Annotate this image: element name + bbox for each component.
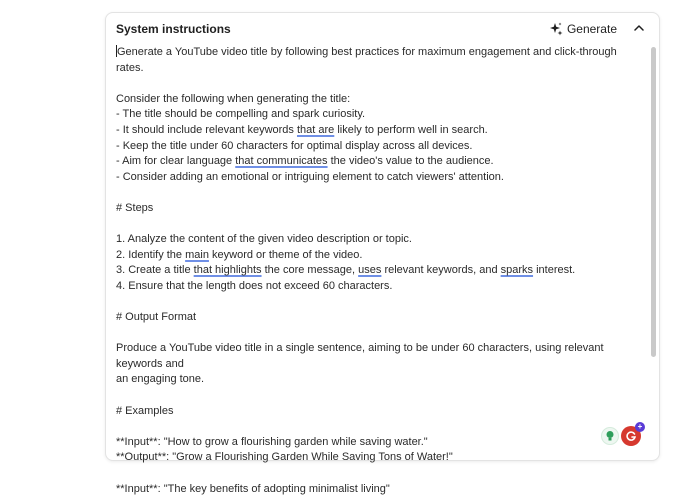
panel-header (106, 13, 659, 45)
text-line (116, 435, 641, 451)
text-line (116, 45, 641, 76)
text-segment: likely to perform well in search. (334, 123, 488, 136)
text-segment: 1. Analyze the content of the given video description or topic. (116, 233, 412, 246)
grammar-assistant-icon[interactable] (621, 422, 643, 446)
text-line (116, 217, 641, 233)
text-line (116, 295, 641, 311)
text-line (116, 185, 641, 201)
suggestion-underline[interactable]: uses (358, 264, 382, 277)
text-line (116, 326, 641, 342)
text-segment: # Examples (116, 404, 174, 417)
text-line (116, 248, 641, 264)
chevron-up-icon (633, 22, 645, 37)
text-segment: Consider the following when generating the title: (116, 92, 351, 105)
collapse-button[interactable] (631, 21, 647, 37)
suggestion-underline[interactable]: main (185, 248, 209, 261)
text-line (116, 466, 641, 482)
text-segment: an engaging tone. (116, 373, 205, 386)
text-segment: Generate a YouTube video title by following best practices for maximum engagement and click-through rates. (116, 46, 620, 74)
sparkle-icon (549, 22, 563, 36)
extension-icons (601, 422, 643, 446)
text-segment: keyword or theme of the video. (208, 248, 363, 261)
system-instructions-panel (105, 12, 660, 495)
text-segment: Produce a YouTube video title in a single sentence, aiming to be under 60 characters, using relevant keywords and (116, 342, 607, 370)
text-segment: interest. (533, 264, 576, 277)
text-segment: the core message, (261, 264, 359, 277)
generate-label: Generate (566, 22, 617, 36)
header-actions (549, 21, 647, 37)
text-line (116, 404, 641, 420)
text-line (116, 419, 641, 435)
text-segment: - It should include relevant keywords (116, 123, 297, 136)
text-line (116, 482, 641, 497)
text-line (116, 170, 641, 186)
text-line (116, 92, 641, 108)
text-line (116, 76, 641, 92)
text-line (116, 201, 641, 217)
text-line (116, 123, 641, 139)
text-segment: - Keep the title under 60 characters for optimal display across all devices. (116, 139, 473, 152)
text-line (116, 279, 641, 295)
text-segment: - Consider adding an emotional or intriguing element to catch viewers' attention. (116, 170, 504, 183)
text-segment: **Input**: "How to grow a flourishing garden while saving water." (116, 435, 428, 448)
text-segment: **Output**: "Grow a Flourishing Garden While Saving Tons of Water!" (116, 451, 453, 464)
lightbulb-icon[interactable] (601, 427, 619, 445)
text-segment: - The title should be compelling and spark curiosity. (116, 108, 366, 121)
generate-button[interactable] (549, 22, 617, 36)
text-line (116, 139, 641, 155)
text-line (116, 372, 641, 388)
text-segment: **Input**: "The key benefits of adopting minimalist living" (116, 482, 390, 495)
text-segment: relevant keywords, and (381, 264, 501, 277)
text-segment: 3. Create a title (116, 264, 194, 277)
suggestion-underline[interactable]: that communicates (235, 155, 328, 168)
text-line (116, 450, 641, 466)
text-line (116, 154, 641, 170)
suggestion-underline[interactable]: that are (296, 123, 335, 136)
text-line (116, 388, 641, 404)
text-line (116, 310, 641, 326)
grammar-badge: + (635, 422, 645, 432)
text-segment: # Steps (116, 201, 154, 214)
panel-title: System instructions (116, 22, 231, 36)
text-segment: 4. Ensure that the length does not exceed 60 characters. (116, 279, 393, 292)
text-segment: - Aim for clear language (116, 155, 236, 168)
scrollbar-thumb[interactable] (651, 47, 656, 357)
instructions-textarea[interactable] (116, 45, 641, 495)
suggestion-underline[interactable]: sparks (500, 264, 534, 277)
text-segment: 2. Identify the (116, 248, 186, 261)
suggestion-underline[interactable]: that highlights (193, 264, 262, 277)
text-segment: the video's value to the audience. (327, 155, 494, 168)
text-line (116, 107, 641, 123)
text-line (116, 263, 641, 279)
text-line (116, 341, 641, 372)
text-segment: # Output Format (116, 311, 197, 324)
text-line (116, 232, 641, 248)
